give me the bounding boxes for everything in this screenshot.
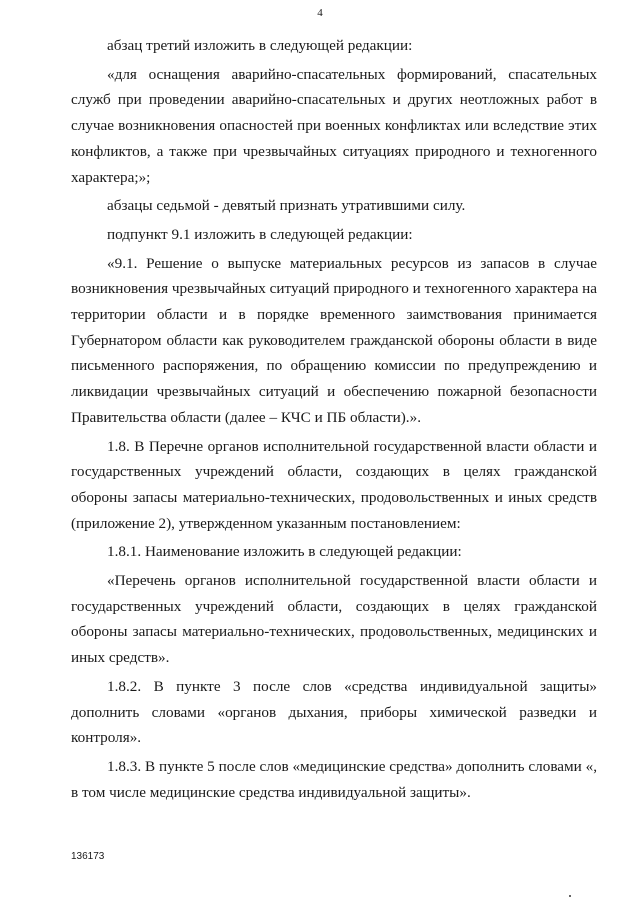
- paragraph-1-8-1: 1.8.1. Наименование изложить в следующей редакции:: [107, 543, 462, 561]
- paragraph-quote-perechen: «Перечень органов исполнительной государственной власти области и государственных учреждений области, создающих в целях гражданской обороны запасы материально-технических, продовольственных, медицинских и иных средств».: [71, 572, 597, 667]
- page-number: 4: [317, 7, 323, 19]
- paragraph-1-8-2: 1.8.2. В пункте 3 после слов «средства индивидуальной защиты» дополнить словами «органов дыхания, приборы химической разведки и контроля».: [71, 677, 597, 747]
- document-body: [71, 33, 597, 805]
- paragraph-1-8-3: 1.8.3. В пункте 5 после слов «медицинские средства» дополнить словами «, в том числе медицинские средства индивидуальной защиты».: [71, 757, 597, 801]
- paragraph-quote-9-1: «9.1. Решение о выпуске материальных ресурсов из запасов в случае возникновения чрезвычайных ситуаций природного и техногенного характера на территории области и в порядке временного заимствования принимается Губернатором области как руководителем гражданской обороны области в виде письменного распоряжения, по обращению комиссии по предупреждению и ликвидации чрезвычайных ситуаций и обеспечению пожарной безопасности Правительства области (далее – КЧС и ПБ области).».: [71, 254, 597, 426]
- paragraph-1-8: 1.8. В Перечне органов исполнительной государственной власти области и государственных учреждений области, создающих в целях гражданской обороны запасы материально-технических, продовольственных и иных средств (приложение 2), утвержденном указанным постановлением:: [71, 437, 597, 532]
- paragraph-quote-osnashchenie: «для оснащения аварийно-спасательных формирований, спасательных служб при проведении аварийно-спасательных и других неотложных работ в случае возникновения опасностей при военных конфликтах или вследствие этих конфликтов, а также при чрезвычайных ситуациях природного и техногенного характера;»;: [71, 65, 597, 186]
- paragraph-podpunkt-9-1: подпункт 9.1 изложить в следующей редакции:: [107, 225, 413, 243]
- scan-speck: [569, 895, 571, 897]
- paragraph-abzac-tretiy: абзац третий изложить в следующей редакции:: [107, 37, 413, 54]
- document-code: 136173: [71, 851, 105, 862]
- paragraph-abzacy-utrativshie: абзацы седьмой - девятый признать утратившими силу.: [107, 197, 466, 215]
